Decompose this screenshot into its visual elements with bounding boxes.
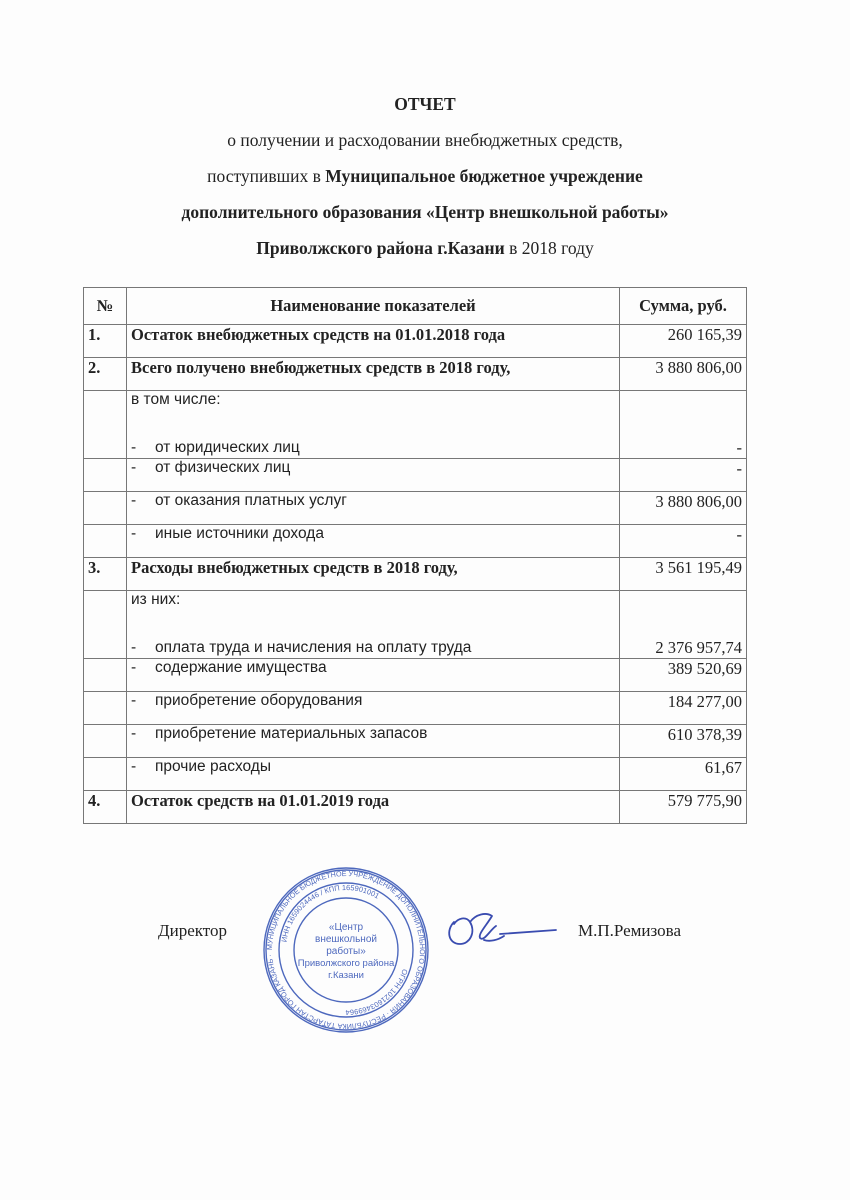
row-dash: - bbox=[131, 525, 137, 542]
report-year: в 2018 году bbox=[504, 238, 594, 258]
table-row bbox=[84, 492, 747, 525]
row-name: оплата труда и начисления на оплату труда bbox=[155, 639, 472, 656]
row-dash: - bbox=[131, 725, 137, 742]
table-row bbox=[84, 525, 747, 558]
table-row bbox=[84, 325, 747, 358]
report-subtitle-line1 bbox=[0, 122, 850, 158]
row-num: 2. bbox=[84, 358, 127, 391]
row-name: Расходы внебюджетных средств в 2018 году, bbox=[127, 558, 620, 591]
row-name: Всего получено внебюджетных средств в 2018 году, bbox=[127, 358, 620, 391]
stamp-center-line2: внешкольной bbox=[315, 934, 377, 945]
row-name: Остаток внебюджетных средств на 01.01.2018 года bbox=[127, 325, 620, 358]
subtitle-prefix: поступивших в bbox=[207, 166, 326, 186]
row-num: 4. bbox=[84, 791, 127, 824]
signature-role: Директор bbox=[158, 921, 227, 940]
row-dash: - bbox=[131, 439, 137, 456]
header-sum: Сумма, руб. bbox=[620, 288, 747, 325]
row-dash: - bbox=[131, 758, 137, 775]
stamp-center-line4: Приволжского района bbox=[297, 958, 395, 969]
row-sum: 2 376 957,74 bbox=[620, 591, 747, 659]
stamp-inn-text: ИНН 1659024446 / КПП 165901001 bbox=[279, 882, 381, 943]
report-subtitle-line2 bbox=[0, 158, 850, 194]
report-subtitle-line4 bbox=[0, 230, 850, 266]
stamp-outer-ring-text: МУНИЦИПАЛЬНОЕ БЮДЖЕТНОЕ УЧРЕЖДЕНИЕ ДОПОЛНИТЕЛЬНОГО ОБРАЗОВАНИЯ · РЕСПУБЛИКА ТАТАРСТАН ГОРОД КАЗАНЬ · bbox=[264, 868, 428, 1032]
row-dash: - bbox=[131, 459, 137, 476]
row-num: 1. bbox=[84, 325, 127, 358]
row-sum: - bbox=[620, 459, 747, 492]
table-row bbox=[84, 358, 747, 391]
table-row bbox=[84, 692, 747, 725]
row-sum: 389 520,69 bbox=[620, 659, 747, 692]
signature-name: М.П.Ремизова bbox=[578, 921, 681, 940]
table-row bbox=[84, 758, 747, 791]
row-sum: 3 880 806,00 bbox=[620, 492, 747, 525]
row-sum: 3 880 806,00 bbox=[620, 358, 747, 391]
stamp-center-line5: г.Казани bbox=[328, 970, 364, 981]
table-row bbox=[84, 591, 747, 659]
row-name: приобретение материальных запасов bbox=[155, 725, 428, 742]
row-intro: в том числе: bbox=[131, 391, 221, 408]
subtitle-text: о получении и расходовании внебюджетных средств, bbox=[227, 130, 623, 150]
row-dash: - bbox=[131, 639, 137, 656]
table-header-row bbox=[84, 288, 747, 325]
row-sum: 579 775,90 bbox=[620, 791, 747, 824]
row-sum: 3 561 195,49 bbox=[620, 558, 747, 591]
row-name: от юридических лиц bbox=[155, 439, 300, 456]
report-header bbox=[0, 86, 850, 266]
org-district: Приволжского района г.Казани bbox=[256, 238, 505, 258]
table-row bbox=[84, 558, 747, 591]
row-intro: из них: bbox=[131, 591, 181, 608]
handwritten-signature bbox=[440, 900, 560, 960]
row-sum: - bbox=[620, 525, 747, 558]
table-row bbox=[84, 659, 747, 692]
row-sum: 184 277,00 bbox=[620, 692, 747, 725]
stamp-center-line1: «Центр bbox=[328, 922, 364, 933]
row-dash: - bbox=[131, 492, 137, 509]
row-sum: 260 165,39 bbox=[620, 325, 747, 358]
table-row bbox=[84, 459, 747, 492]
row-sum: 61,67 bbox=[620, 758, 747, 791]
report-title: ОТЧЕТ bbox=[394, 94, 456, 114]
table-row bbox=[84, 391, 747, 459]
row-name: приобретение оборудования bbox=[155, 692, 363, 709]
table-row bbox=[84, 791, 747, 824]
row-sum: - bbox=[620, 391, 747, 459]
org-name-part2: дополнительного образования «Центр внешкольной работы» bbox=[181, 202, 669, 222]
stamp-center-line3: работы» bbox=[326, 946, 366, 957]
official-stamp bbox=[262, 866, 430, 1034]
row-dash: - bbox=[131, 659, 137, 676]
header-name: Наименование показателей bbox=[127, 288, 620, 325]
report-subtitle-line3 bbox=[0, 194, 850, 230]
row-name: иные источники дохода bbox=[155, 525, 324, 542]
row-name: от физических лиц bbox=[155, 459, 291, 476]
header-num: № bbox=[84, 288, 127, 325]
stamp-ogrn-text: ОГРН 1021603469964 bbox=[345, 967, 410, 1018]
row-name: от оказания платных услуг bbox=[155, 492, 347, 509]
report-table bbox=[83, 287, 747, 824]
row-name: прочие расходы bbox=[155, 758, 271, 775]
org-name-part1: Муниципальное бюджетное учреждение bbox=[325, 166, 643, 186]
row-num: 3. bbox=[84, 558, 127, 591]
row-name: содержание имущества bbox=[155, 659, 327, 676]
row-sum: 610 378,39 bbox=[620, 725, 747, 758]
row-name: Остаток средств на 01.01.2019 года bbox=[127, 791, 620, 824]
row-dash: - bbox=[131, 692, 137, 709]
table-row bbox=[84, 725, 747, 758]
